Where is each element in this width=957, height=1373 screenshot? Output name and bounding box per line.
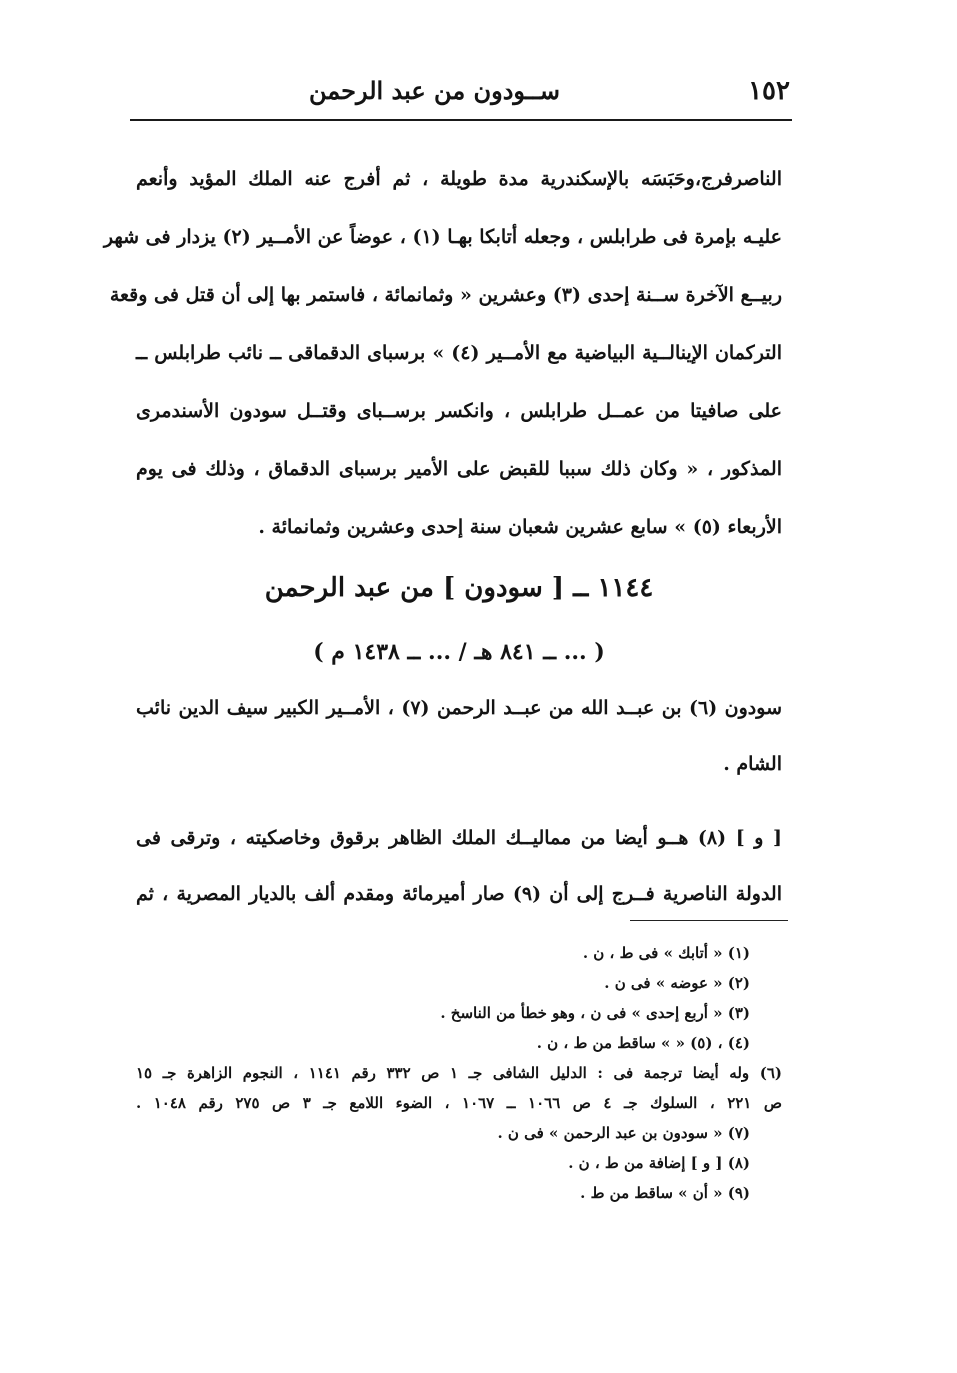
text-line: [ و ] (٨) هــو أيضا من مماليــك الملك الظاهر برقوق وخاصكيته ، وترقى فى bbox=[136, 827, 782, 849]
footnote: (١) « أتابك » فى ط ، ن . bbox=[582, 944, 750, 962]
entry-heading: ١١٤٤ ــ [ سودون ] من عبد الرحمن bbox=[264, 573, 654, 603]
footnote: (٨) [ و ] إضافة من ط ، ن . bbox=[568, 1154, 750, 1172]
footnote-rule bbox=[630, 920, 788, 921]
page-number: ١٥٢ bbox=[748, 76, 790, 106]
text-line: على صافيتا من عمــل طرابلس ، وانكسر برســباى وقتــل سودون الأسندمرى bbox=[136, 400, 782, 422]
previous-entry-text bbox=[103, 150, 782, 556]
text-line: ربيــع الآخرة ســنة إحدى (٣) وعشرين « وثمانمائة ، فاستمر بها إلى أن قتل فى وقعة bbox=[109, 284, 782, 306]
running-title: ســودون من عبد الرحمن bbox=[308, 76, 560, 105]
footnotes bbox=[136, 938, 782, 1208]
text-line: التركمان الإينالــية البياضية مع الأمــير (٤) » برسباى الدقماقى ــ نائب طرابلس ــ bbox=[136, 342, 782, 364]
text-line: الدولة الناصرية فــرج إلى أن (٩) صار أميرمائة ومقدم ألف بالديار المصرية ، ثم bbox=[136, 883, 782, 905]
footnote: (٦) وله أيضا ترجمة فى : الدليل الشافى جـ ١ ص ٣٣٢ رقم ١١٤١ ، النجوم الزاهرة جـ ١٥ bbox=[136, 1064, 782, 1082]
footnote: (٩) « أن » ساقط من ط . bbox=[580, 1184, 750, 1202]
footnote: (٧) « سودون بن عبد الرحمن » فى ن . bbox=[497, 1124, 750, 1142]
text-line: سودون (٦) بن عبــد الله من عبــد الرحمن (٧) ، الأمــير الكبير سيف الدين نائب bbox=[136, 697, 782, 719]
footnote: (٢) « عوضه » فى ن . bbox=[604, 974, 750, 992]
page-header bbox=[130, 70, 790, 116]
text-line: عليـه بإمرة فى طرابلس ، وجعله أتابكا بهـا (١) ، عوضاً عن الأمــير (٢) يزدار فى شهر bbox=[103, 226, 782, 248]
text-line: المذكور ، « وكان ذلك سببا للقبض على الأمير برسباى الدقماق ، وذلك فى يوم bbox=[136, 458, 782, 480]
header-rule bbox=[130, 119, 792, 121]
text-line: الشام . bbox=[723, 753, 782, 775]
footnote: (٣) « أربع إحدى » فى ن ، وهو خطأ من الناسخ . bbox=[440, 1004, 750, 1022]
footnote-continuation: ص ٢٢١ ، السلوك جـ ٤ ص ١٠٦٦ ــ ١٠٦٧ ، الضوء اللامع جـ ٣ ص ٢٧٥ رقم ١٠٤٨ . bbox=[136, 1094, 782, 1112]
entry-dates: ( ... ــ ٨٤١ هـ / ... ــ ١٤٣٨ م ) bbox=[313, 639, 605, 665]
text-line: الناصرفرج،وحَبَسَه بالإسكندرية مدة طويلة ، ثم أفرج عنه الملك المؤيد وأنعم bbox=[136, 168, 782, 190]
text-line: الأربعاء (٥) » سابع عشرين شعبان سنة إحدى وعشرين وثمانمائة . bbox=[258, 516, 782, 538]
entry-text bbox=[136, 680, 782, 922]
footnote: (٤) ، (٥) « » ساقط من ط ، ن . bbox=[536, 1034, 750, 1052]
